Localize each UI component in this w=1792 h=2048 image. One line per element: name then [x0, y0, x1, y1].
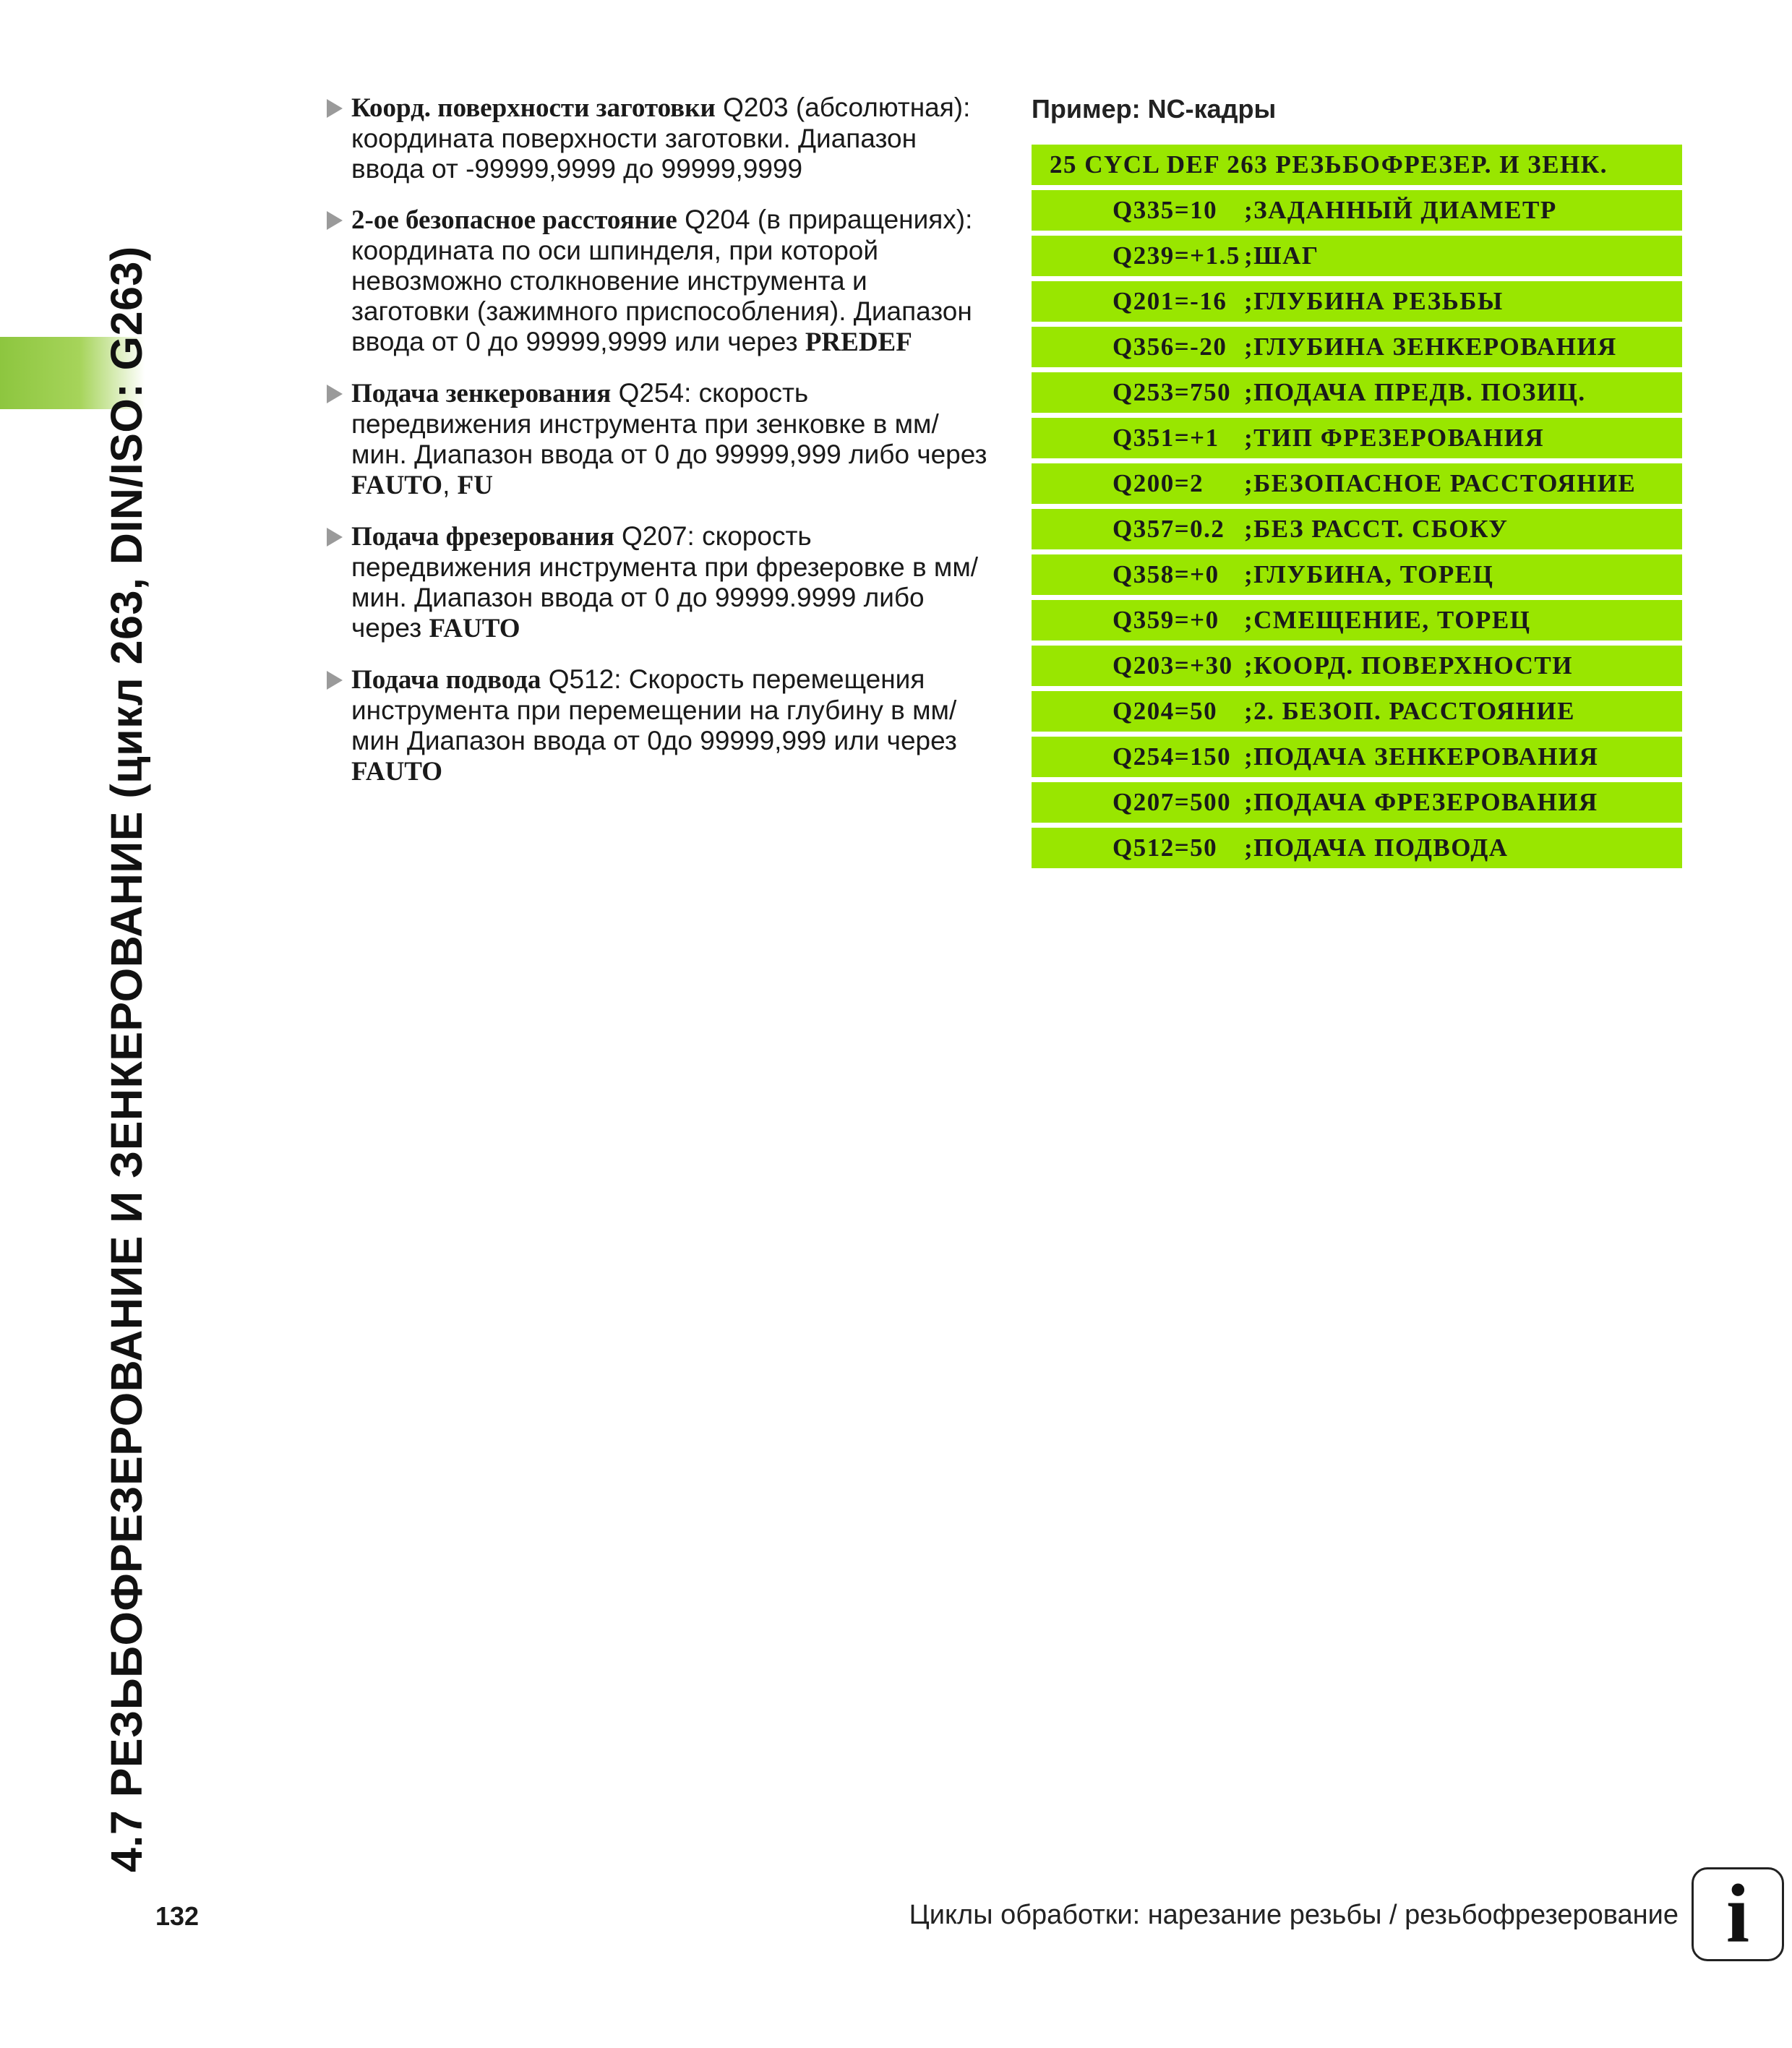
- bullet-arrow-icon: [327, 211, 343, 230]
- code-comment: ;ПОДАЧА ЗЕНКЕРОВАНИЯ: [1244, 742, 1599, 771]
- code-parameter: Q207=500: [1113, 788, 1232, 816]
- parameter-description: Q204 (в приращениях): координата по оси шпинделя, при которой невозможно столкновение инструмента и заготовки (зажимного приспособления). Диапазон ввода от 0 до 99999,9999 или через: [351, 205, 973, 356]
- example-title: Пример: NC-кадры: [1032, 94, 1277, 124]
- code-line: [1032, 281, 1682, 322]
- parameter-description: Q207: скорость передвижения инструмента при фрезеровке в мм/мин. Диапазон ввода от 0 до 99999.9999 либо через: [351, 521, 979, 643]
- parameter-item: [325, 378, 990, 501]
- code-line: [1032, 554, 1682, 595]
- code-parameter: Q357=0.2: [1113, 515, 1225, 543]
- bullet-arrow-icon: [327, 528, 343, 547]
- parameter-item: [325, 205, 990, 358]
- code-comment: ;ГЛУБИНА ЗЕНКЕРОВАНИЯ: [1244, 333, 1617, 361]
- code-line: [1032, 418, 1682, 458]
- code-comment: ;БЕЗ РАССТ. СБОКУ: [1244, 515, 1509, 543]
- info-icon: i: [1692, 1867, 1784, 1961]
- parameter-description: Q254: скорость передвижения инструмента при зенковке в мм/мин. Диапазон ввода от 0 до 99999,999 либо через: [351, 378, 987, 469]
- code-parameter: Q239=+1.5: [1113, 241, 1240, 270]
- code-line-header: 25 CYCL DEF 263 РЕЗЬБОФРЕЗЕР. И ЗЕНК.: [1032, 145, 1682, 185]
- code-parameter: Q512=50: [1113, 834, 1218, 862]
- keyword: FAUTO: [429, 614, 520, 643]
- code-line: [1032, 782, 1682, 823]
- code-parameter: Q204=50: [1113, 697, 1218, 725]
- code-comment: ;КООРД. ПОВЕРХНОСТИ: [1244, 651, 1573, 680]
- parameter-item: [325, 664, 990, 787]
- code-comment: ;ГЛУБИНА, ТОРЕЦ: [1244, 560, 1494, 588]
- code-line: [1032, 236, 1682, 276]
- code-parameter: Q201=-16: [1113, 287, 1227, 315]
- parameter-item: [325, 93, 990, 184]
- page-number: 132: [155, 1901, 200, 1931]
- code-comment: ;БЕЗОПАСНОЕ РАССТОЯНИЕ: [1244, 469, 1637, 497]
- code-comment: ;ПОДАЧА ФРЕЗЕРОВАНИЯ: [1244, 788, 1598, 816]
- code-parameter: Q254=150: [1113, 742, 1232, 771]
- code-line: [1032, 828, 1682, 868]
- parameter-list: [325, 93, 990, 807]
- chapter-footer: Циклы обработки: нарезание резьбы / резьбофрезерование: [909, 1900, 1679, 1930]
- keyword: FU: [457, 471, 493, 500]
- separator: ,: [442, 470, 458, 500]
- parameter-name: Подача подвода: [351, 665, 541, 695]
- parameter-name: Подача зенкерования: [351, 379, 612, 408]
- code-line: [1032, 646, 1682, 686]
- code-parameter: Q356=-20: [1113, 333, 1227, 361]
- keyword: FAUTO: [351, 757, 443, 787]
- keyword: PREDEF: [805, 327, 912, 357]
- code-line: [1032, 509, 1682, 549]
- code-line: [1032, 737, 1682, 777]
- code-comment: ;ПОДАЧА ПОДВОДА: [1244, 834, 1509, 862]
- code-line: [1032, 372, 1682, 413]
- parameter-description: Q512: Скорость перемещения инструмента при перемещении на глубину в мм/мин Диапазон ввода от 0до 99999,999 или через: [351, 664, 957, 755]
- code-parameter: Q335=10: [1113, 196, 1218, 224]
- code-comment: ;ШАГ: [1244, 241, 1319, 270]
- parameter-name: Коорд. поверхности заготовки: [351, 93, 716, 123]
- code-comment: ;ГЛУБИНА РЕЗЬБЫ: [1244, 287, 1504, 315]
- bullet-arrow-icon: [327, 671, 343, 690]
- code-line: [1032, 327, 1682, 367]
- parameter-name: Подача фрезерования: [351, 522, 614, 552]
- code-comment: ;ТИП ФРЕЗЕРОВАНИЯ: [1244, 424, 1545, 452]
- code-parameter: Q253=750: [1113, 378, 1232, 406]
- code-parameter: Q358=+0: [1113, 560, 1219, 588]
- code-line: [1032, 463, 1682, 504]
- parameter-name: 2-ое безопасное расстояние: [351, 205, 677, 235]
- nc-code-block: [1032, 145, 1682, 873]
- code-line: [1032, 190, 1682, 231]
- code-parameter: Q351=+1: [1113, 424, 1219, 452]
- code-parameter: Q203=+30: [1113, 651, 1233, 680]
- code-comment: ;СМЕЩЕНИЕ, ТОРЕЦ: [1244, 606, 1531, 634]
- code-line: [1032, 691, 1682, 732]
- parameter-description: Q203 (абсолютная): координата поверхности заготовки. Диапазон ввода от -99999,9999 до 99999,9999: [351, 93, 971, 184]
- code-parameter: Q200=2: [1113, 469, 1204, 497]
- section-title: 4.7 РЕЗЬБОФРЕЗЕРОВАНИЕ И ЗЕНКЕРОВАНИЕ (цикл 263, DIN/ISO: G263): [102, 246, 151, 1872]
- keyword: FAUTO: [351, 471, 443, 500]
- code-comment: ;ЗАДАННЫЙ ДИАМЕТР: [1244, 196, 1557, 224]
- code-comment: ;ПОДАЧА ПРЕДВ. ПОЗИЦ.: [1244, 378, 1586, 406]
- code-line: [1032, 600, 1682, 640]
- bullet-arrow-icon: [327, 385, 343, 403]
- bullet-arrow-icon: [327, 99, 343, 118]
- code-comment: ;2. БЕЗОП. РАССТОЯНИЕ: [1244, 697, 1575, 725]
- code-parameter: Q359=+0: [1113, 606, 1219, 634]
- parameter-item: [325, 521, 990, 644]
